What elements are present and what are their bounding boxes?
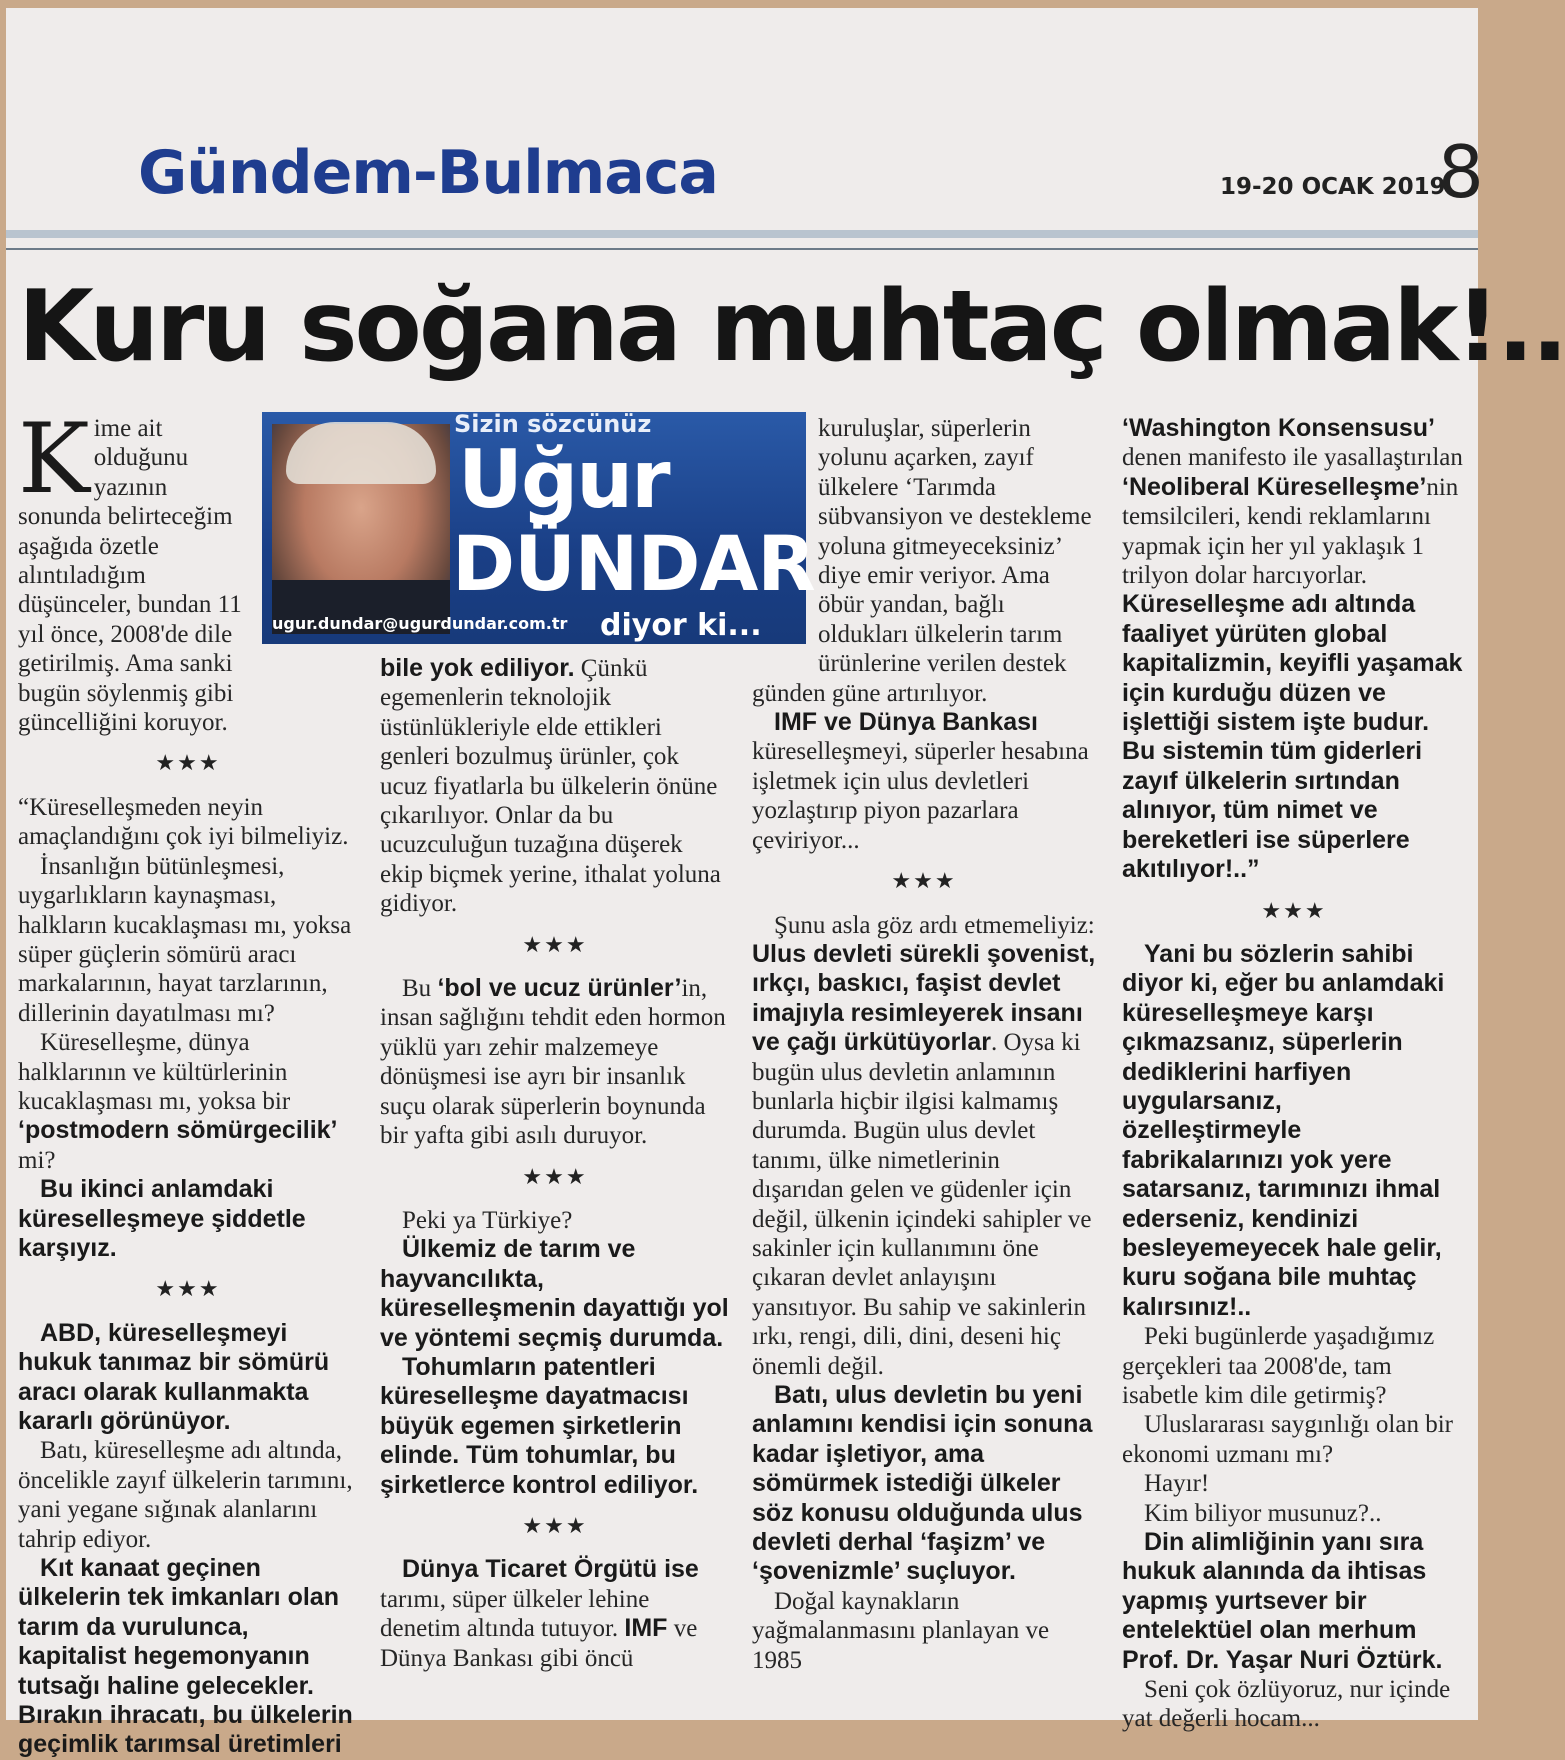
section-separator: ★★★ bbox=[1261, 898, 1327, 924]
section-separator: ★★★ bbox=[155, 751, 221, 777]
paragraph: ‘Washington Konsensusu’ denen manifesto ile yasallaştırılan ‘Neoliberal Küreselleşme’nin temsilcileri, kendi reklamlarını yapmak için her yıl yaklaşık 1 trilyon dolar harcıyorlar. Küreselleşme adı altında faaliyet yürüten global kapitalizmin, keyifli yaşamak için kurduğu düzen ve işlettiği sistem işte budur. Bu sistemin tüm giderleri zayıf ülkelerin sırtından alınıyor, tüm nimet ve bereketleri ise süperlere akıtılıyor!..” bbox=[1122, 414, 1463, 884]
section-separator: ★★★ bbox=[522, 1513, 588, 1539]
paragraph: Şunu asla göz ardı etmemeliyiz: Ulus devleti sürekli şovenist, ırkçı, baskıcı, faşist devlet imajıyla resimleyerek insanı ve çağı ürkütüyorlar. Oysa ki bugün ulus devletin anlamının bunlarla hiçbir ilgisi kalmamış durumda. Bugün ulus devlet tanımı, ülke nimetlerinin dışarıdan gelen ve güdenler için değil, ülkenin içindeki sahipler ve sakinler için kullanımını öne çıkaran devlet anlayışını yansıtıyor. Bu sahip ve sakinlerin ırkı, rengi, dili, dini, deseni hiç önemli değil. bbox=[752, 911, 1096, 1380]
paragraph: İnsanlığın bütünleşmesi, uygarlıkların kaynaşması, halkların kucaklaşması mı, yoksa süper güçlerin sömürü aracı markalarının, hayat tarzlarının, dillerinin dayatılması mı? bbox=[18, 852, 352, 1027]
paragraph: Batı, ulus devletin bu yeni anlamını kendisi için sonuna kadar işletiyor, ama sömürmek istediği ülkeler söz konusu olduğunda ulus devleti derhal ‘faşizm’ ve ‘şovenizmle’ suçluyor. bbox=[752, 1381, 1093, 1586]
columnist-last-name: DÜNDAR bbox=[452, 519, 815, 608]
paragraph: Doğal kaynakların yağmalanmasını planlayan ve 1985 bbox=[752, 1587, 1050, 1674]
paragraph: Batı, küreselleşme adı altında, öncelikle zayıf ülkelerin tarımını, yani yegane sığınak alanlarını tahrip ediyor. bbox=[18, 1437, 353, 1553]
banner-tagline: diyor ki... bbox=[600, 608, 762, 643]
paragraph: Yani bu sözlerin sahibi diyor ki, eğer bu anlamdaki küreselleşmeye karşı çıkmazsanız, süperlerin dediklerini harfiyen uygularsanız, özelleştirmeyle fabrikalarınızı yok yere satarsanız, tarımınızı ihmal ederseniz, kendinizi besleyemeyecek hale gelir, kuru soğana bile muhtaç kalırsınız!.. bbox=[1122, 939, 1445, 1321]
paragraph: Bu ikinci anlamdaki küreselleşmeye şiddetle karşıyız. bbox=[18, 1175, 306, 1262]
paragraph: Din alimliğinin yanı sıra hukuk alanında da ihtisas yapmış yurtsever bir entelektüel olan merhum Prof. Dr. Yaşar Nuri Öztürk. bbox=[1122, 1528, 1443, 1674]
header-rule bbox=[6, 230, 1478, 238]
paragraph: bile yok ediliyor. Çünkü egemenlerin teknolojik üstünlükleriyle elde ettikleri genleri bozulmuş ürünler, çok ucuz fiyatlarla bu ülkelerin önüne çıkarılıyor. Onlar da bu ucuzculuğun tuzağına düşerek ekip biçmek yerine, ithalat yoluna gidiyor. bbox=[380, 654, 721, 918]
newspaper-page bbox=[6, 8, 1565, 1759]
paragraph: Dünya Ticaret Örgütü ise tarımı, süper ülkeler lehine denetim altında tutuyor. IMF ve Dünya Bankası gibi öncü bbox=[380, 1555, 699, 1672]
paragraph: Kıt kanaat geçinen ülkelerin tek imkanları olan tarım da vurulunca, kapitalist hegemonyanın tutsağı haline gelecekler. Bırakın ihracatı, bu ülkelerin geçimlik tarımsal üretimleri bbox=[18, 1554, 353, 1759]
section-separator: ★★★ bbox=[891, 869, 957, 895]
section-separator: ★★★ bbox=[522, 1164, 588, 1190]
paragraph: Hayır! bbox=[1144, 1470, 1210, 1498]
paragraph: ABD, küreselleşmeyi hukuk tanımaz bir sömürü aracı olarak kullanmakta kararlı görünüyor. bbox=[18, 1318, 330, 1435]
section-title: Gündem-Bulmaca bbox=[138, 138, 718, 208]
paragraph: Uluslararası saygınlığı olan bir ekonomi uzmanı mı? bbox=[1122, 1411, 1453, 1468]
column-4 bbox=[1122, 414, 1466, 1734]
paragraph: Seni çok özlüyoruz, nur içinde yat değerli hocam... bbox=[1122, 1676, 1451, 1733]
column-3 bbox=[752, 414, 1096, 1675]
paragraph: Tohumların patentleri küreselleşme dayatmacısı büyük egemen şirketlerin elinde. Tüm tohumlar, bu şirketlerce kontrol ediliyor. bbox=[380, 1352, 699, 1499]
section-separator: ★★★ bbox=[522, 932, 588, 958]
section-separator: ★★★ bbox=[155, 1277, 221, 1303]
columnist-email: ugur.dundar@ugurdundar.com.tr bbox=[272, 614, 568, 633]
issue-date: 19-20 OCAK 2019 bbox=[1220, 174, 1446, 200]
paragraph: kuruluşlar, süperlerin yolunu açarken, zayıf ülkelere ‘Tarımda sübvansiyon ve destekleme yoluna gitmeyeceksiniz’ diye emir veriyor. Ama öbür yandan, bağlı oldukları ülkelerin tarım ürünlerine verilen destek bbox=[818, 415, 1092, 678]
column-1 bbox=[18, 403, 358, 1760]
header-rule-thin bbox=[6, 248, 1478, 250]
page-number: 8 bbox=[1438, 130, 1484, 214]
paragraph: Kim biliyor musunuz?.. bbox=[1144, 1499, 1382, 1527]
intro-paragraph: Kime ait olduğunu yazının sonunda belirteceğim aşağıda özetle alıntıladığım düşünceler, bundan 11 yıl önce, 2008'de dile getirilmiş. Ama sanki bugün söylenmiş gibi güncelliğini koruyor. bbox=[18, 403, 242, 737]
banner-kicker: Sizin sözcünüz bbox=[454, 410, 652, 438]
columnist-first-name: Uğur bbox=[458, 433, 669, 526]
paragraph: günden güne artırılıyor. bbox=[752, 679, 988, 707]
paragraph: Peki bugünlerde yaşadığımız gerçekleri taa 2008'de, tam isabetle kim dile getirmiş? bbox=[1122, 1323, 1435, 1409]
paragraph: Bu ‘bol ve ucuz ürünler’in, insan sağlığını tehdit eden hormon yüklü yarı zehir malzemeye dönüşmesi ise ayrı bir insanlık suçu olarak süperlerin boynunda bir yafta gibi asılı duruyor. bbox=[380, 974, 726, 1150]
paragraph: Peki ya Türkiye? bbox=[402, 1206, 573, 1234]
paragraph: “Küreselleşmeden neyin amaçlandığını çok iyi bilmeliyiz. bbox=[18, 793, 349, 851]
drop-cap: K bbox=[18, 403, 90, 515]
column-2 bbox=[380, 654, 730, 1673]
headline: Kuru soğana muhtaç olmak!.. bbox=[18, 270, 1565, 384]
paragraph: Ülkemiz de tarım ve hayvancılıkta, küreselleşmenin dayattığı yol ve yöntemi seçmiş durumda. bbox=[380, 1235, 729, 1352]
paragraph: IMF ve Dünya Bankası küreselleşmeyi, süperler hesabına işletmek için ulus devletleri yozlaştırıp piyon pazarlara çeviriyor... bbox=[752, 708, 1089, 854]
paragraph: Küreselleşme, dünya halklarının ve kültürlerinin kucaklaşması mı, yoksa bir ‘postmodern sömürgecilik’ mi? bbox=[18, 1029, 338, 1174]
